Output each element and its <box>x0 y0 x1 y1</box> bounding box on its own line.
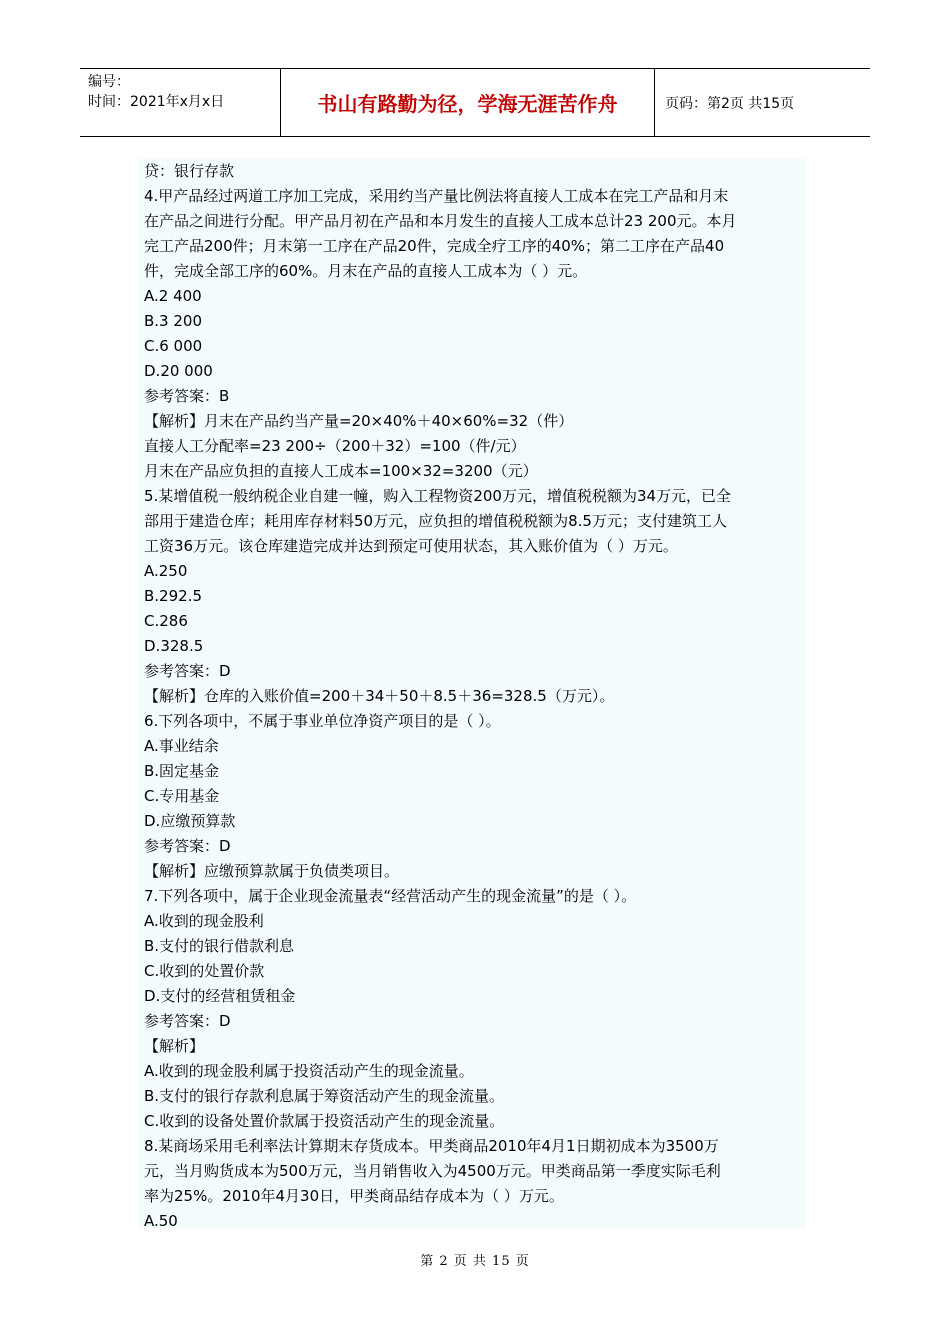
text-line: 6.下列各项中，不属于事业单位净资产项目的是（ ）。 <box>144 712 501 730</box>
text-line: 月末在产品应负担的直接人工成本=100×32=3200（元） <box>144 462 538 480</box>
text-line: D.20 000 <box>144 362 213 380</box>
footer-page-number: 第 2 页 共 15 页 <box>420 1254 530 1269</box>
text-line: 【解析】应缴预算款属于负债类项目。 <box>144 862 400 880</box>
text-line: A.2 400 <box>144 287 202 305</box>
header-meta <box>80 69 281 136</box>
text-line: 【解析】月末在产品约当产量=20×40%＋40×60%=32（件） <box>144 412 574 430</box>
text-line: B.3 200 <box>144 312 203 330</box>
text-line: B.292.5 <box>144 587 203 605</box>
text-line: 8.某商场采用毛利率法计算期末存货成本。甲类商品2010年4月1日期初成本为3500万 <box>144 1137 719 1155</box>
text-line: C.收到的处置价款 <box>144 962 265 980</box>
page-header <box>80 68 870 137</box>
text-line: 参考答案：B <box>144 387 230 405</box>
text-line: C.286 <box>144 612 188 630</box>
text-line: 率为25%。2010年4月30日，甲类商品结存成本为（ ）万元。 <box>144 1187 564 1205</box>
text-line: 7.下列各项中，属于企业现金流量表“经营活动产生的现金流量”的是（ ）。 <box>144 887 637 905</box>
text-line: 在产品之间进行分配。甲产品月初在产品和本月发生的直接人工成本总计23 200元。本月 <box>144 212 737 230</box>
text-line: C.收到的设备处置价款属于投资活动产生的现金流量。 <box>144 1112 505 1130</box>
text-line: 部用于建造仓库；耗用库存材料50万元，应负担的增值税税额为8.5万元；支付建筑工人 <box>144 512 727 530</box>
text-line: B.支付的银行借款利息 <box>144 937 295 955</box>
text-line: 【解析】 <box>144 1037 205 1055</box>
text-line: D.应缴预算款 <box>144 812 236 830</box>
text-line: A.收到的现金股利属于投资活动产生的现金流量。 <box>144 1062 474 1080</box>
text-line: 【解析】仓库的入账价值=200＋34＋50＋8.5＋36=328.5（万元）。 <box>144 687 615 705</box>
text-line: 工资36万元。该仓库建造完成并达到预定可使用状态，其入账价值为（ ）万元。 <box>144 537 678 555</box>
text-line: 参考答案：D <box>144 662 231 680</box>
text-line: 贷：银行存款 <box>144 162 235 180</box>
text-line: 5.某增值税一般纳税企业自建一幢，购入工程物资200万元，增值税税额为34万元，已全 <box>144 487 732 505</box>
text-line: 参考答案：D <box>144 1012 231 1030</box>
motto-text: 书山有路勤为径，学海无涯苦作舟 <box>317 92 618 116</box>
text-line: 4.甲产品经过两道工序加工完成，采用约当产量比例法将直接人工成本在完工产品和月末 <box>144 187 729 205</box>
text-line: 直接人工分配率=23 200÷（200＋32）=100（件/元） <box>144 437 526 455</box>
text-line: D.支付的经营租赁租金 <box>144 987 296 1005</box>
document-body <box>138 158 806 1228</box>
text-line: A.250 <box>144 562 188 580</box>
page-footer <box>0 1250 950 1269</box>
text-line: C.6 000 <box>144 337 203 355</box>
header-page-info <box>655 69 870 136</box>
text-line: A.事业结余 <box>144 737 219 755</box>
text-line: A.收到的现金股利 <box>144 912 264 930</box>
text-line: D.328.5 <box>144 637 204 655</box>
text-line: C.专用基金 <box>144 787 220 805</box>
header-motto-cell <box>281 69 655 136</box>
text-line: A.50 <box>144 1212 178 1228</box>
text-line: B.支付的银行存款利息属于筹资活动产生的现金流量。 <box>144 1087 505 1105</box>
text-line: B.固定基金 <box>144 762 220 780</box>
text-line: 元，当月购货成本为500万元，当月销售收入为4500万元。甲类商品第一季度实际毛利 <box>144 1162 721 1180</box>
text-line: 完工产品200件；月末第一工序在产品20件，完成全疗工序的40%；第二工序在产品40 <box>144 237 725 255</box>
page-info-text: 页码：第2页 共15页 <box>665 95 795 112</box>
code-label: 编号： <box>88 74 130 90</box>
time-label: 时间：2021年x月x日 <box>88 94 225 110</box>
text-line: 件，完成全部工序的60%。月末在产品的直接人工成本为（ ）元。 <box>144 262 588 280</box>
text-line: 参考答案：D <box>144 837 231 855</box>
